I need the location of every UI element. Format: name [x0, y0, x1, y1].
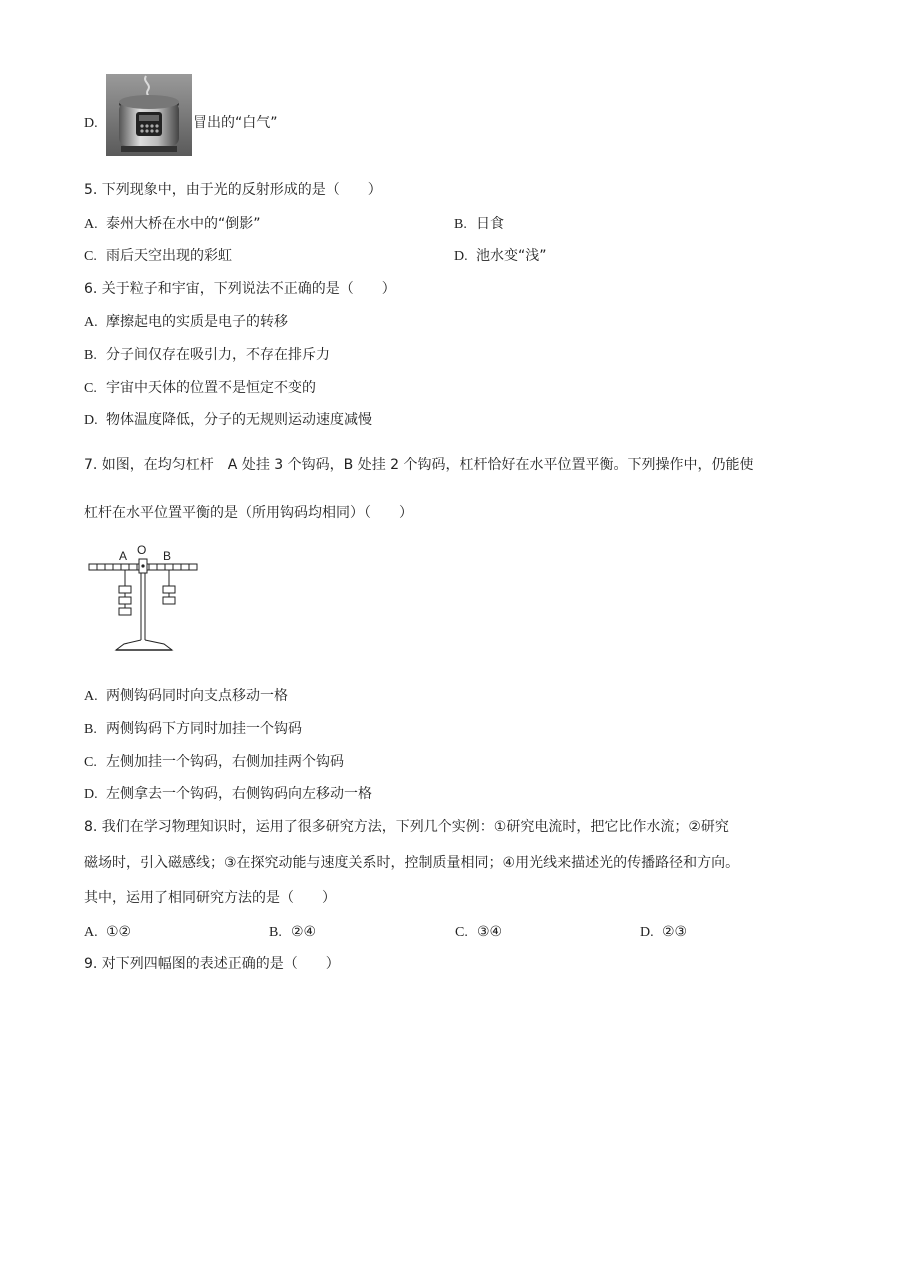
option-text: 日食: [476, 216, 504, 232]
q4-option-d: [84, 113, 106, 134]
option-text: 分子间仅存在吸引力，不存在排斥力: [106, 347, 330, 363]
option-letter: A.: [84, 689, 98, 704]
option-text: ②③: [662, 924, 688, 940]
option-text: ③④: [477, 924, 503, 940]
q7-option-c: [84, 752, 344, 773]
q7-stem-line1: 7. 如图，在均匀杠杆 A 处挂 3 个钩码，B 处挂 2 个钩码，杠杆恰好在水平位置平衡。下列操作中，仍能使: [84, 457, 754, 473]
q4-option-d-text: 冒出的“白气”: [193, 115, 278, 131]
option-text: 宇宙中天体的位置不是恒定不变的: [106, 380, 316, 396]
option-text: 泰州大桥在水中的“倒影”: [106, 216, 261, 232]
q5-option-c: [84, 246, 232, 267]
q7-stem-line2: 杠杆在水平位置平衡的是（所用钩码均相同）（ ）: [84, 505, 413, 521]
option-text: ②④: [291, 924, 317, 940]
option-letter: C.: [84, 249, 97, 264]
label-a: A: [119, 549, 128, 563]
q8-stem-line3: 其中，运用了相同研究方法的是（ ）: [84, 890, 336, 906]
q6-stem: 6. 关于粒子和宇宙，下列说法不正确的是（ ）: [84, 281, 396, 297]
q7-option-d: [84, 784, 372, 805]
q6-option-d: [84, 410, 372, 431]
q8-stem-line2: 磁场时，引入磁感线；③在探究动能与速度关系时，控制质量相同；④用光线来描述光的传播路径和方向。: [84, 855, 740, 871]
option-text: 雨后天空出现的彩虹: [106, 248, 232, 264]
q7-option-a: [84, 686, 288, 707]
option-letter: A.: [84, 217, 98, 232]
q7-option-b: [84, 719, 302, 740]
option-text: 两侧钩码下方同时加挂一个钩码: [106, 721, 302, 737]
option-letter: D.: [84, 116, 98, 131]
q5-option-a: [84, 214, 261, 235]
option-letter: A.: [84, 925, 98, 940]
option-text: ①②: [106, 924, 132, 940]
option-text: 左侧拿去一个钩码，右侧钩码向左移动一格: [106, 786, 372, 802]
option-letter: B.: [84, 722, 97, 737]
q8-stem-line1: 8. 我们在学习物理知识时，运用了很多研究方法，下列几个实例：①研究电流时，把它比作水流；②研究: [84, 819, 729, 835]
option-text: 左侧加挂一个钩码，右侧加挂两个钩码: [106, 754, 344, 770]
option-letter: A.: [84, 315, 98, 330]
q5-option-d: [454, 246, 547, 267]
q8-option-d: [640, 922, 687, 943]
option-text: 池水变“浅”: [476, 248, 547, 264]
label-b: B: [163, 549, 172, 563]
option-letter: C.: [455, 925, 468, 940]
option-text: 两侧钩码同时向支点移动一格: [106, 688, 288, 704]
pressure-cooker-image: [106, 74, 192, 156]
q5-option-b: [454, 214, 504, 235]
option-text: 物体温度降低，分子的无规则运动速度减慢: [106, 412, 372, 428]
option-letter: C.: [84, 755, 97, 770]
label-o: O: [137, 543, 147, 557]
option-letter: D.: [84, 413, 98, 428]
q6-option-c: [84, 378, 316, 399]
option-letter: D.: [454, 249, 468, 264]
q9-stem: 9. 对下列四幅图的表述正确的是（ ）: [84, 956, 340, 972]
option-letter: B.: [454, 217, 467, 232]
q5-stem: 5. 下列现象中，由于光的反射形成的是（ ）: [84, 182, 382, 198]
option-text: 摩擦起电的实质是电子的转移: [106, 314, 288, 330]
q6-option-a: [84, 312, 288, 333]
option-letter: D.: [640, 925, 654, 940]
q8-option-c: [455, 922, 502, 943]
q6-option-b: [84, 345, 330, 366]
option-letter: C.: [84, 381, 97, 396]
q8-option-b: [269, 922, 316, 943]
q8-option-a: [84, 922, 131, 943]
option-letter: D.: [84, 787, 98, 802]
lever-diagram: [86, 540, 202, 654]
option-letter: B.: [84, 348, 97, 363]
option-letter: B.: [269, 925, 282, 940]
